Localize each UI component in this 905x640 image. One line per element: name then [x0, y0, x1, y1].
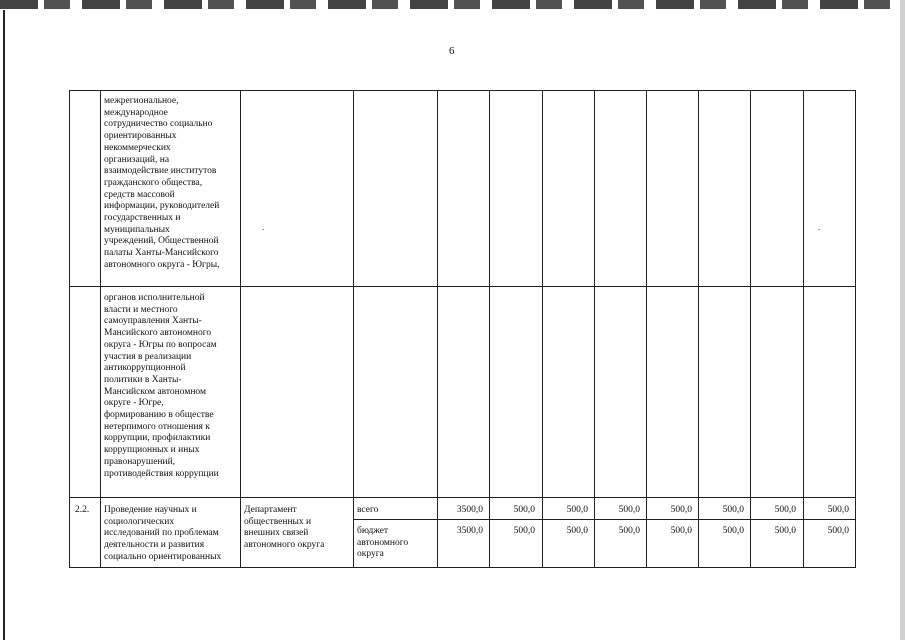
- table-border-bottom: [69, 567, 856, 568]
- subrow-divider: [353, 519, 856, 520]
- funding-year-value: 500,0: [618, 526, 640, 536]
- table-border-top: [69, 90, 856, 91]
- row-divider: [69, 286, 856, 287]
- funding-total: 3500,0: [456, 526, 483, 536]
- column-divider: [803, 90, 804, 567]
- funding-year-value: 500,0: [618, 505, 640, 515]
- funding-year-value: 500,0: [722, 505, 744, 515]
- funding-year-value: 500,0: [670, 526, 692, 536]
- column-divider: [698, 90, 699, 567]
- table-border-left: [69, 90, 70, 567]
- column-divider: [750, 90, 751, 567]
- executor-cell: Департамент общественных и внешних связей автономного округа: [244, 505, 325, 551]
- description-cell: межрегиональное, международное сотрудничество социально ориентированных некоммерческих организаций, на взаимодействие институтов гражданского общества, средств массовой информации, руководителей государственных и муниципальных учреждений, Общественной палаты Ханты-Мансийского автономного округа - Югры,: [104, 96, 220, 270]
- funding-year-value: 500,0: [774, 505, 796, 515]
- column-divider: [646, 90, 647, 567]
- funding-year-value: 500,0: [513, 526, 535, 536]
- table-border-right: [855, 90, 856, 567]
- funding-total: 3500,0: [456, 505, 483, 515]
- scan-speck: .: [818, 222, 821, 232]
- row-divider: [69, 497, 856, 498]
- description-cell: органов исполнительной власти и местного самоуправления Ханты- Мансийского автономного округа - Югры по вопросам участия в реализации антикоррупционной политики в Ханты- Мансийском автономном округе - Югре, формированию в обществе нетерпимого отношения к коррупции, профилактики коррупционных и иных правонарушений, противодействия коррупции: [104, 293, 219, 479]
- funding-year-value: 500,0: [566, 526, 588, 536]
- funding-source: всего: [357, 505, 379, 515]
- column-divider: [542, 90, 543, 567]
- funding-year-value: 500,0: [827, 526, 849, 536]
- funding-year-value: 500,0: [827, 505, 849, 515]
- column-divider: [594, 90, 595, 567]
- column-divider: [489, 90, 490, 567]
- funding-year-value: 500,0: [670, 505, 692, 515]
- funding-source: бюджет автономного округа: [357, 526, 409, 560]
- column-divider: [240, 90, 241, 567]
- scan-edge-left: [3, 10, 5, 640]
- scan-edge-top: [0, 0, 905, 9]
- funding-year-value: 500,0: [513, 505, 535, 515]
- column-divider: [100, 90, 101, 567]
- scan-edge-right: [896, 0, 905, 640]
- funding-year-value: 500,0: [566, 505, 588, 515]
- row-number: 2.2.: [75, 505, 90, 515]
- description-cell: Проведение научных и социологических исследований по проблемам деятельности и развития социально ориентированных: [104, 505, 222, 562]
- scan-speck: .: [262, 222, 265, 232]
- column-divider: [437, 90, 438, 567]
- funding-year-value: 500,0: [722, 526, 744, 536]
- column-divider: [353, 90, 354, 567]
- page-number: 6: [449, 45, 455, 57]
- funding-year-value: 500,0: [774, 526, 796, 536]
